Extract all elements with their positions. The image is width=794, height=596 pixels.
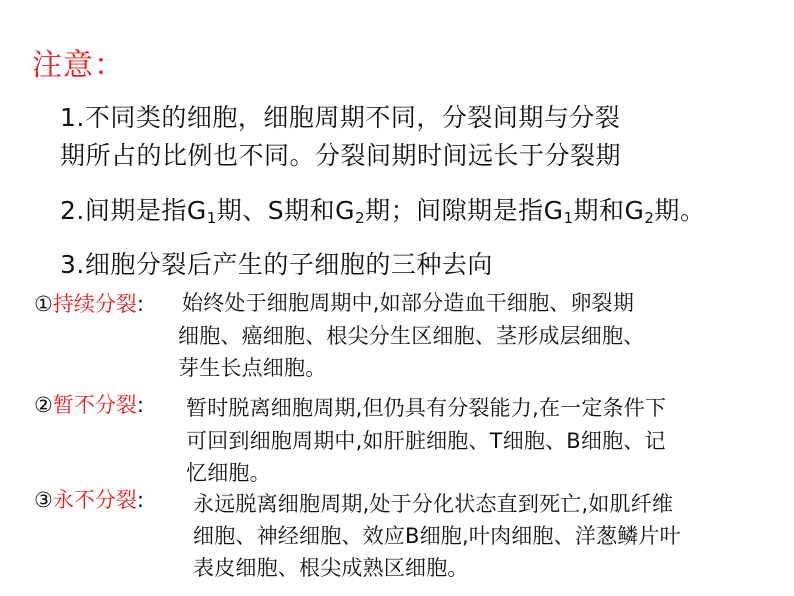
point-3: 3.细胞分裂后产生的子细胞的三种去向 [60, 250, 493, 279]
item-1-desc-line-2: 细胞、癌细胞、根尖分生区细胞、茎形成层细胞、 [178, 324, 645, 348]
point-2-text-d: 期和G [573, 196, 645, 225]
item-2-desc-line-1: 暂时脱离细胞周期,但仍具有分裂能力,在一定条件下 [186, 396, 667, 420]
item-2-desc-line-3: 忆细胞。 [186, 461, 271, 485]
item-2-label-text: 暂不分裂 [52, 393, 137, 417]
item-1-colon: : [136, 292, 144, 316]
point-2-text-c: 期；间隙期是指G [365, 196, 564, 225]
item-1-number: ① [34, 292, 53, 316]
point-2-text-a: 2.间期是指G [60, 196, 207, 225]
point-2-sub-4: 2 [644, 209, 655, 227]
item-2-colon: : [136, 393, 144, 417]
item-3-desc-line-3: 表皮细胞、根尖成熟区细胞。 [193, 556, 469, 580]
item-1-label-text: 持续分裂 [52, 292, 137, 316]
item-2-number: ② [34, 393, 53, 417]
page-title: 注意： [32, 48, 125, 83]
item-1-desc-line-3: 芽生长点细胞。 [178, 356, 327, 380]
point-2-sub-3: 1 [563, 209, 574, 227]
item-3-number: ③ [34, 488, 53, 512]
point-2-text-e: 期。 [654, 196, 706, 225]
item-3-desc-line-2: 细胞、神经细胞、效应B细胞,叶肉细胞、洋葱鳞片叶 [193, 524, 681, 548]
point-2 [60, 191, 705, 227]
item-3-label-text: 永不分裂 [52, 488, 137, 512]
item-3-desc-line-1: 永远脱离细胞周期,处于分化状态直到死亡,如肌纤维 [193, 492, 674, 516]
point-2-text-b: 期、S期和G [216, 196, 356, 225]
item-1-desc-line-1: 始终处于细胞周期中,如部分造血干细胞、卵裂期 [182, 291, 635, 315]
point-2-sub-1: 1 [206, 209, 217, 227]
item-3-label [34, 484, 144, 514]
point-2-sub-2: 2 [355, 209, 366, 227]
item-2-desc-line-2: 可回到细胞周期中,如肝脏细胞、T细胞、B细胞、记 [186, 429, 666, 453]
item-1-label [34, 288, 144, 318]
point-1-line-2: 期所占的比例也不同。分裂间期时间远长于分裂期 [60, 141, 622, 170]
item-3-colon: : [136, 488, 144, 512]
item-2-label [34, 389, 144, 419]
point-1-line-1: 1.不同类的细胞，细胞周期不同，分裂间期与分裂 [60, 103, 621, 132]
